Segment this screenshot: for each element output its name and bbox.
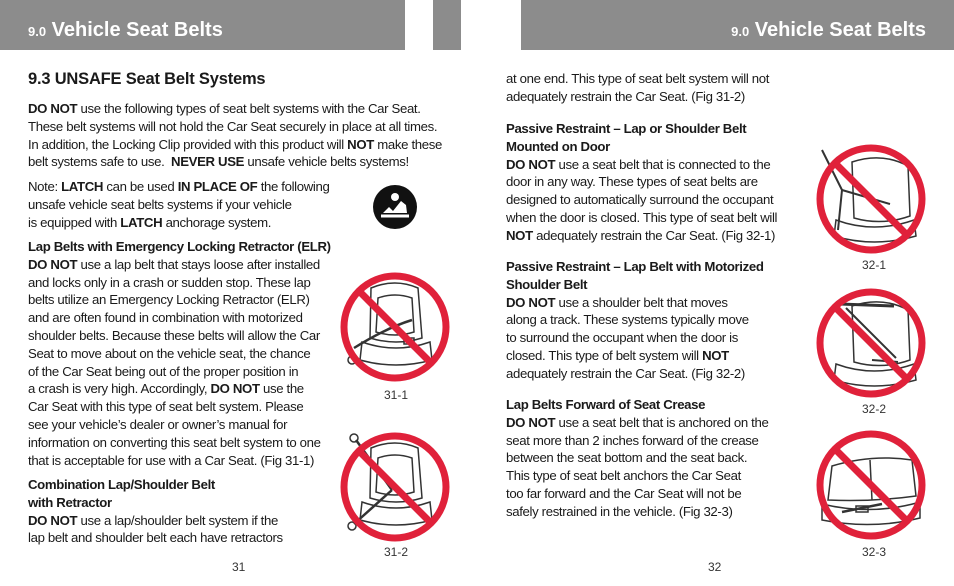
- latch-icon: [371, 183, 419, 231]
- fig-32-1-caption: 32-1: [862, 258, 887, 272]
- passive-door-section: Passive Restraint – Lap or Shoulder Belt Mounted on Door DO NOT use a seat belt that is connected to the door in any way. These types of seat belts are designed to automatically surround the occupant when the door is closed. This type of seat belt will NOT adequately restrain the Car Seat. (Fig 32-1): [506, 121, 778, 243]
- lap-forward-section: Lap Belts Forward of Seat Crease DO NOT use a seat belt that is anchored on the seat more than 2 inches forward of the crease between the seat bottom and the seat back. This type of seat belt anchors the Car Seat too far forward and the Car Seat will not be safely restrained in the vehicle. (Fig 32-3): [506, 397, 769, 519]
- page-number-left: 31: [232, 560, 246, 574]
- fig-31-1-no-elr-seat-icon: [336, 268, 454, 386]
- right-header-title: 9.0 Vehicle Seat Belts: [731, 19, 926, 41]
- fig-32-2-caption: 32-2: [862, 402, 887, 416]
- page-number-right: 32: [708, 560, 722, 574]
- passive-motorized-section: Passive Restraint – Lap Belt with Motorized Shoulder Belt DO NOT use a shoulder belt that moves along a track. These systems typically move to surround the occupant when the door is closed. This type of belt system will NOT adequately restrain the Car Seat. (Fig 32-2): [506, 259, 764, 381]
- section-heading: 9.3 UNSAFE Seat Belt Systems: [28, 70, 266, 88]
- right-page-header: [549, 0, 954, 50]
- fig-32-1-no-door-belt-icon: [812, 140, 930, 258]
- fig-32-3-caption: 32-3: [862, 545, 887, 559]
- fig-31-2-no-combo-retractor-icon: [336, 428, 454, 546]
- elr-section: Lap Belts with Emergency Locking Retractor (ELR) DO NOT use a lap belt that stays loose after installed and locks only in a crash or sudden stop. These lap belts utilize an Emergency Locking Retractor (ELR) and are often found in combination with motorized shoulder belts. Because these belts will allow the Car Seat to move about on the vehicle seat, the chance of the Car Seat being out of the proper position in a crash is very high. Accordingly, DO NOT use the Car Seat with this type of seat belt system. Please see your vehicle’s dealer or owner’s manual for information on converting this seat belt system to one that is acceptable for use with a Car Seat. (Fig 31-1): [28, 239, 331, 468]
- fig-32-2-no-motorized-belt-icon: [812, 284, 930, 402]
- fig-31-2-caption: 31-2: [384, 545, 409, 559]
- fig-32-3-no-forward-lap-belt-icon: [812, 426, 930, 544]
- right-header-tab: [521, 0, 549, 50]
- combo-section: Combination Lap/Shoulder Belt with Retractor DO NOT use a lap/shoulder belt system if the lap belt and shoulder belt each have retractors: [28, 477, 283, 546]
- latch-note: Note: LATCH can be used IN PLACE OF the following unsafe vehicle seat belts systems if your vehicle is equipped with LATCH anchorage system.: [28, 179, 330, 230]
- left-page-header: [0, 0, 405, 50]
- continued-text: at one end. This type of seat belt system will not adequately restrain the Car Seat. (Fig 31-2): [506, 71, 770, 104]
- fig-31-1-caption: 31-1: [384, 388, 409, 402]
- left-header-tab: [433, 0, 461, 50]
- left-header-title: 9.0 Vehicle Seat Belts: [28, 19, 223, 41]
- intro-paragraph: DO NOT use the following types of seat belt systems with the Car Seat. These belt systems will not hold the Car Seat securely in place at all times. In addition, the Locking Clip provided with this product will NOT make these belt systems safe to use. NEVER USE unsafe vehicle belts systems!: [28, 101, 442, 170]
